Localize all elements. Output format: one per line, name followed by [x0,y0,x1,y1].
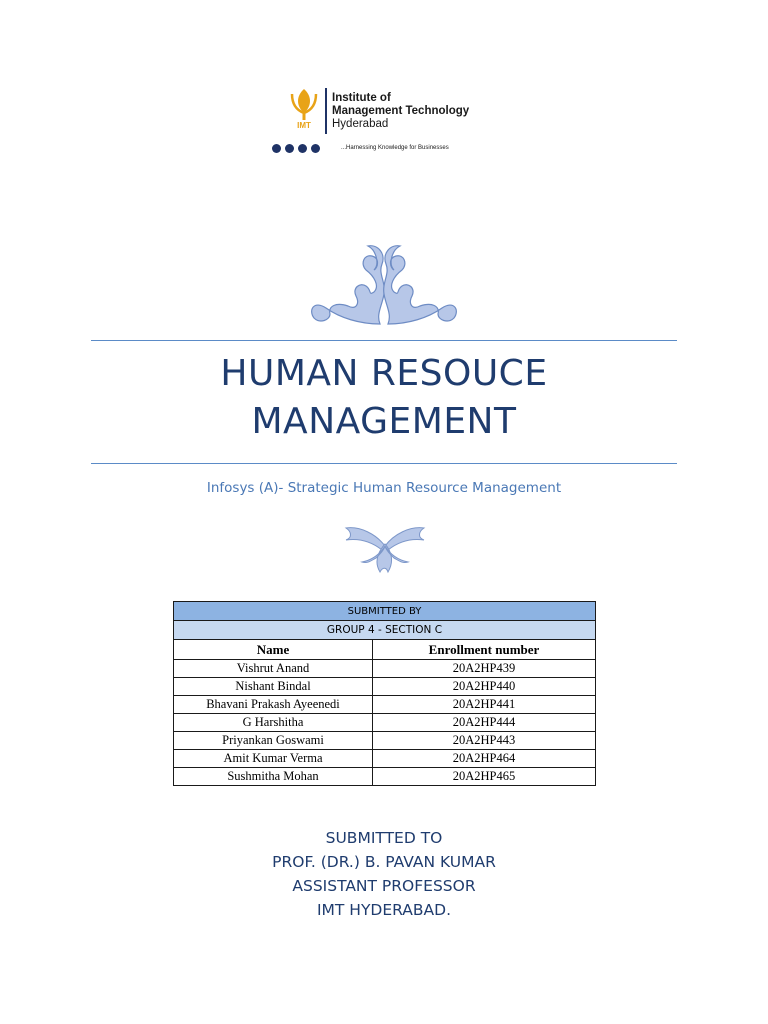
table-column-row [174,640,596,660]
table-row [174,678,596,696]
institute-name-line1: Institute of [332,92,391,104]
member-name: G Harshitha [174,714,373,732]
bottom-divider [91,463,677,464]
submitted-to-block [91,826,677,922]
member-enrollment: 20A2HP439 [373,660,596,678]
table-row [174,732,596,750]
logo-dot [298,144,307,153]
group-label: GROUP 4 - SECTION C [174,621,596,640]
table-row [174,696,596,714]
logo-divider [325,88,327,134]
logo-dot [285,144,294,153]
member-enrollment: 20A2HP441 [373,696,596,714]
logo-dot [272,144,281,153]
table-row [174,768,596,786]
column-header-enrollment: Enrollment number [373,640,596,660]
member-name: Nishant Bindal [174,678,373,696]
member-name: Amit Kumar Verma [174,750,373,768]
imt-emblem-icon [282,86,326,130]
title-line1: HUMAN RESOUCE [220,353,548,394]
floral-ornament-icon [300,240,468,328]
member-enrollment: 20A2HP444 [373,714,596,732]
member-name: Priyankan Goswami [174,732,373,750]
institute-name-line3: Hyderabad [332,118,389,130]
member-name: Vishrut Anand [174,660,373,678]
leaf-ornament-icon [342,520,428,576]
table-header-row [174,602,596,621]
member-enrollment: 20A2HP443 [373,732,596,750]
institute-name-line2: Management Technology [332,105,470,117]
table-row [174,714,596,732]
member-enrollment: 20A2HP464 [373,750,596,768]
institute-name [332,92,469,131]
member-enrollment: 20A2HP440 [373,678,596,696]
imt-logo [270,84,490,156]
subtitle: Infosys (A)- Strategic Human Resource Management [206,480,562,496]
column-header-name: Name [174,640,373,660]
logo-tagline: ...Harnessing Knowledge for Businesses [341,145,449,151]
submitted-by-header: SUBMITTED BY [174,602,596,621]
emblem-text: IMT [297,121,311,130]
member-name: Sushmitha Mohan [174,768,373,786]
institution-name: IMT HYDERABAD. [316,901,452,919]
member-name: Bhavani Prakash Ayeenedi [174,696,373,714]
table-row [174,750,596,768]
submitted-to-heading: SUBMITTED TO [325,829,443,847]
members-table [173,601,596,786]
table-row [174,660,596,678]
logo-dots [272,138,324,157]
professor-designation: ASSISTANT PROFESSOR [292,877,476,895]
title-line2: MANAGEMENT [251,401,517,442]
page-title [91,350,677,446]
member-enrollment: 20A2HP465 [373,768,596,786]
logo-dot [311,144,320,153]
professor-name: PROF. (DR.) B. PAVAN KUMAR [272,853,496,871]
top-divider [91,340,677,341]
table-group-row [174,621,596,640]
